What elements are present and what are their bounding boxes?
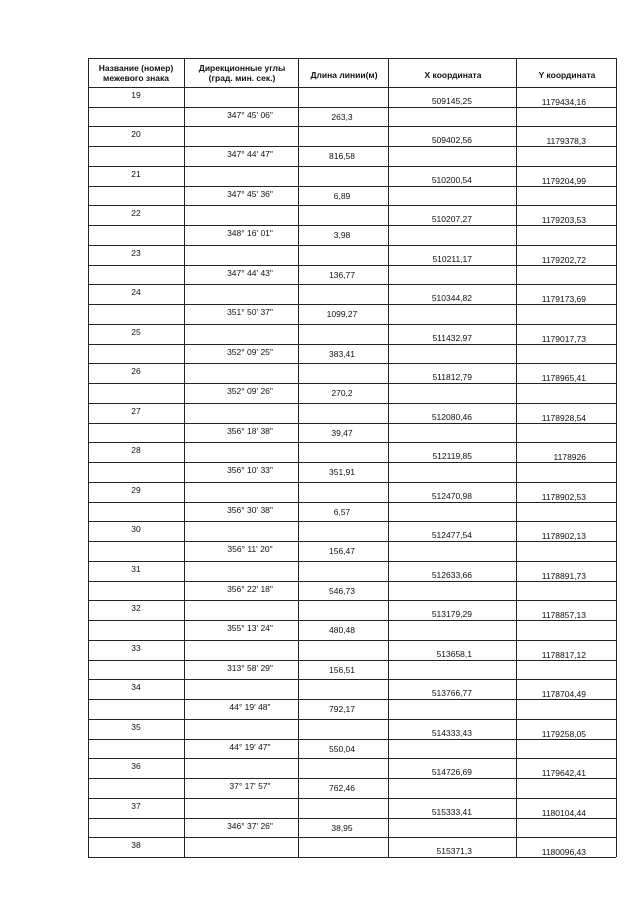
segment-angle: 356° 10' 33" [227,465,273,475]
point-name: 30 [131,524,141,534]
row-border [88,363,616,364]
segment-length: 39,47 [331,428,353,438]
point-name: 29 [131,485,141,495]
row-border [88,561,616,562]
row-border [88,521,616,522]
point-x: 510344,82 [431,293,472,303]
column-border [88,58,89,857]
row-border [88,837,616,838]
segment-length: 38,95 [331,823,353,833]
point-y: 1179173,69 [541,294,586,304]
point-y: 1178902,13 [541,531,586,541]
point-name: 31 [131,564,141,574]
column-border [388,58,389,857]
point-name: 28 [131,445,141,455]
point-x: 515333,41 [431,807,472,817]
header-angle: Дирекционные углы (град. мин. сек.) [198,63,286,83]
point-x: 514333,43 [431,728,472,738]
row-border [88,739,616,740]
row-border [88,403,616,404]
segment-angle: 44° 19' 48" [229,702,271,712]
row-border [88,324,616,325]
point-y: 1179017,73 [541,334,586,344]
point-name: 25 [131,327,141,337]
point-x: 513766,77 [431,688,472,698]
row-border [88,186,616,187]
segment-angle: 313° 58' 29" [227,663,273,673]
segment-angle: 356° 22' 18" [227,584,273,594]
segment-length: 156,51 [329,665,355,675]
segment-angle: 37° 17' 57" [229,781,271,791]
row-border [88,383,616,384]
segment-angle: 356° 11' 20" [227,544,273,554]
segment-length: 156,47 [329,546,355,556]
point-name: 26 [131,366,141,376]
point-name: 34 [131,682,141,692]
row-border [88,146,616,147]
column-border [516,58,517,857]
row-border [88,284,616,285]
point-name: 32 [131,603,141,613]
point-name: 33 [131,643,141,653]
point-x: 511432,97 [432,333,472,343]
row-border [88,107,616,108]
row-border [88,58,616,59]
row-border [88,87,616,88]
point-x: 510207,27 [431,214,472,224]
point-x: 514726,69 [431,767,472,777]
point-y: 1178926 [553,452,586,462]
point-x: 513658,1 [436,649,472,659]
segment-length: 6,57 [333,507,351,517]
row-border [88,778,616,779]
segment-angle: 356° 18' 38" [227,426,273,436]
row-border [88,205,616,206]
point-y: 1180096,43 [541,847,586,857]
point-y: 1178928,54 [541,413,586,423]
point-y: 1180104,44 [541,808,586,818]
row-border [88,798,616,799]
segment-angle: 347° 45' 36" [227,189,273,199]
row-border [88,581,616,582]
segment-angle: 346° 37' 26" [227,821,273,831]
column-border [184,58,185,857]
segment-length: 1099,27 [326,309,358,319]
row-border [88,600,616,601]
row-border [88,660,616,661]
segment-length: 263,3 [331,112,353,122]
segment-length: 546,73 [329,586,355,596]
segment-angle: 347° 44' 47" [227,149,273,159]
row-border [88,699,616,700]
segment-length: 3,98 [333,230,351,240]
point-x: 512633,66 [431,570,472,580]
row-border [88,462,616,463]
point-name: 27 [131,406,141,416]
header-length: Длина линии(м) [310,70,378,80]
point-y: 1178891,73 [541,571,586,581]
row-border [88,482,616,483]
row-border [88,225,616,226]
point-y: 1179203,53 [541,215,586,225]
point-name: 35 [131,722,141,732]
point-y: 1179204,99 [541,176,586,186]
point-x: 509402,56 [431,135,472,145]
header-x: X координата [424,70,482,80]
row-border [88,502,616,503]
point-y: 1179434,16 [541,97,586,107]
segment-angle: 347° 45' 06" [227,110,273,120]
point-name: 19 [131,90,141,100]
point-y: 1179258,05 [541,729,586,739]
row-border [88,344,616,345]
point-x: 512477,54 [431,530,472,540]
point-name: 36 [131,761,141,771]
point-x: 510200,54 [431,175,472,185]
header-name: Название (номер) межевого знака [98,63,174,83]
row-border [88,245,616,246]
point-x: 509145,25 [431,96,472,106]
point-x: 513179,29 [431,609,472,619]
segment-length: 351,91 [329,467,355,477]
point-x: 510211,17 [432,254,472,264]
point-y: 1178817,12 [541,650,586,660]
row-border [88,265,616,266]
segment-length: 792,17 [329,704,355,714]
point-name: 38 [131,840,141,850]
segment-length: 550,04 [329,744,355,754]
point-y: 1178902,53 [541,492,586,502]
point-name: 23 [131,248,141,258]
row-border [88,640,616,641]
segment-angle: 44° 19' 47" [229,742,271,752]
segment-angle: 348° 16' 01" [227,228,273,238]
segment-angle: 352° 09' 26" [227,386,273,396]
row-border [88,541,616,542]
point-name: 21 [131,169,141,179]
point-x: 515371,3 [436,846,472,856]
segment-angle: 356° 30' 38" [227,505,273,515]
row-border [88,442,616,443]
row-border [88,758,616,759]
point-y: 1179202,72 [541,255,586,265]
segment-length: 270,2 [331,388,353,398]
point-y: 1179378,3 [546,136,586,146]
point-x: 512080,46 [431,412,472,422]
segment-angle: 347° 44' 43" [227,268,273,278]
row-border [88,818,616,819]
row-border [88,620,616,621]
segment-length: 762,46 [329,783,355,793]
segment-angle: 355° 13' 24" [227,623,273,633]
point-y: 1178857,13 [541,610,586,620]
point-y: 1178965,41 [541,373,586,383]
row-border [88,719,616,720]
row-border [88,304,616,305]
point-name: 20 [131,129,141,139]
point-name: 24 [131,287,141,297]
row-border [88,679,616,680]
column-border [616,58,617,857]
point-x: 512470,98 [431,491,472,501]
point-name: 37 [131,801,141,811]
segment-length: 480,48 [329,625,355,635]
segment-length: 136,77 [329,270,355,280]
point-x: 511812,79 [432,372,472,382]
point-name: 22 [131,208,141,218]
row-border [88,857,616,858]
point-y: 1179642,41 [541,768,586,778]
row-border [88,166,616,167]
column-border [298,58,299,857]
row-border [88,126,616,127]
segment-length: 816,58 [329,151,355,161]
segment-length: 383,41 [329,349,355,359]
point-y: 1178704,49 [541,689,586,699]
row-border [88,423,616,424]
segment-angle: 351° 50' 37" [227,307,273,317]
segment-length: 6,89 [333,191,351,201]
header-y: Y координата [538,70,596,80]
point-x: 512119,85 [432,451,472,461]
segment-angle: 352° 09' 25" [227,347,273,357]
